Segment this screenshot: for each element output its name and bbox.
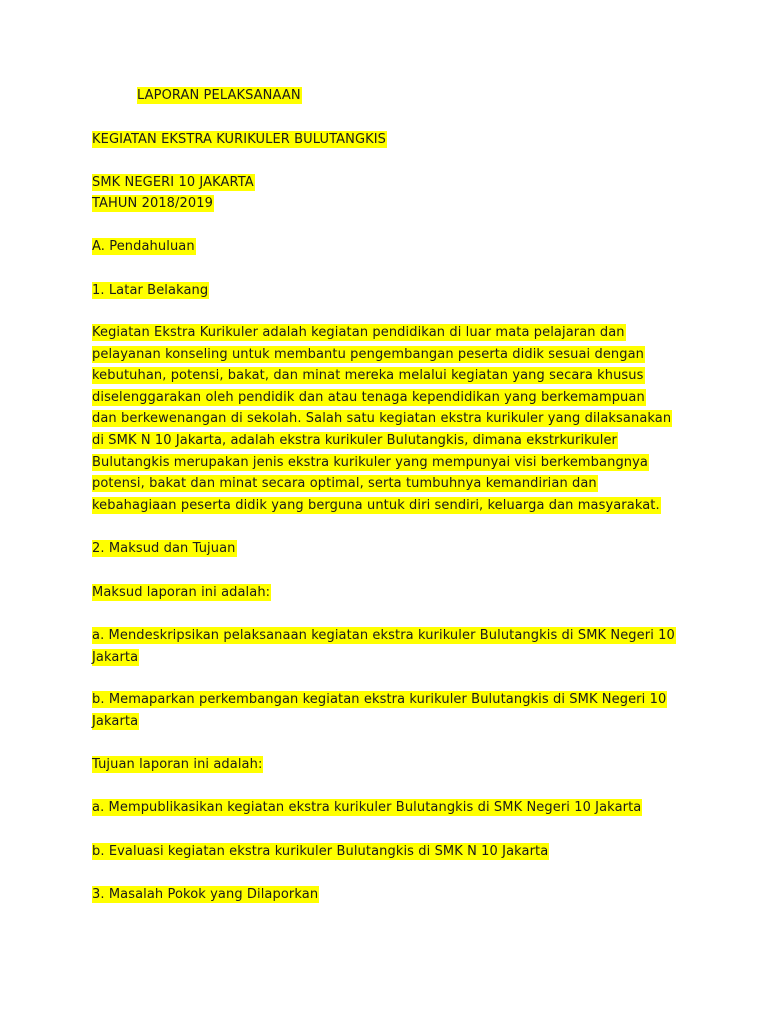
paragraph-line: kebahagiaan peserta didik yang berguna untuk diri sendiri, keluarga dan masyarakat. bbox=[92, 498, 660, 513]
school-name: SMK NEGERI 10 JAKARTA bbox=[92, 175, 254, 190]
purpose-item-b-cont: Jakarta bbox=[92, 714, 139, 729]
purpose-item-a: a. Mendeskripsikan pelaksanaan kegiatan ekstra kurikuler Bulutangkis di SMK Negeri 10 bbox=[92, 628, 675, 643]
paragraph-line: pelayanan konseling untuk membantu pengembangan peserta didik sesuai dengan bbox=[92, 347, 645, 362]
paragraph-line: dan berkewenangan di sekolah. Salah satu kegiatan ekstra kurikuler yang dilaksanakan bbox=[92, 411, 672, 426]
goal-item-b: b. Evaluasi kegiatan ekstra kurikuler Bulutangkis di SMK N 10 Jakarta bbox=[92, 844, 549, 859]
paragraph-line: kebutuhan, potensi, bakat, dan minat mereka melalui kegiatan yang secara khusus bbox=[92, 368, 644, 383]
purpose-item-b: b. Memaparkan perkembangan kegiatan ekstra kurikuler Bulutangkis di SMK Negeri 10 bbox=[92, 692, 667, 707]
goal-intro: Tujuan laporan ini adalah: bbox=[92, 757, 263, 772]
document-subtitle: KEGIATAN EKSTRA KURIKULER BULUTANGKIS bbox=[92, 132, 387, 147]
purpose-item-a-cont: Jakarta bbox=[92, 650, 139, 665]
paragraph-line: diselenggarakan oleh pendidik dan atau tenaga kependidikan yang berkemampuan bbox=[92, 390, 645, 405]
paragraph-line: potensi, bakat dan minat secara optimal, serta tumbuhnya kemandirian dan bbox=[92, 476, 597, 491]
document-title: LAPORAN PELAKSANAAN bbox=[137, 88, 301, 103]
section-1-heading: 1. Latar Belakang bbox=[92, 283, 209, 298]
school-year: TAHUN 2018/2019 bbox=[92, 196, 214, 211]
paragraph-line: Bulutangkis merupakan jenis ekstra kurikuler yang mempunyai visi berkembangnya bbox=[92, 455, 648, 470]
section-a-heading: A. Pendahuluan bbox=[92, 239, 195, 254]
section-2-heading: 2. Maksud dan Tujuan bbox=[92, 541, 236, 556]
paragraph-line: Kegiatan Ekstra Kurikuler adalah kegiatan pendidikan di luar mata pelajaran dan bbox=[92, 325, 625, 340]
paragraph-line: di SMK N 10 Jakarta, adalah ekstra kurikuler Bulutangkis, dimana ekstrkurikuler bbox=[92, 433, 618, 448]
purpose-intro: Maksud laporan ini adalah: bbox=[92, 585, 271, 600]
section-3-heading: 3. Masalah Pokok yang Dilaporkan bbox=[92, 887, 319, 902]
goal-item-a: a. Mempublikasikan kegiatan ekstra kurikuler Bulutangkis di SMK Negeri 10 Jakarta bbox=[92, 800, 642, 815]
